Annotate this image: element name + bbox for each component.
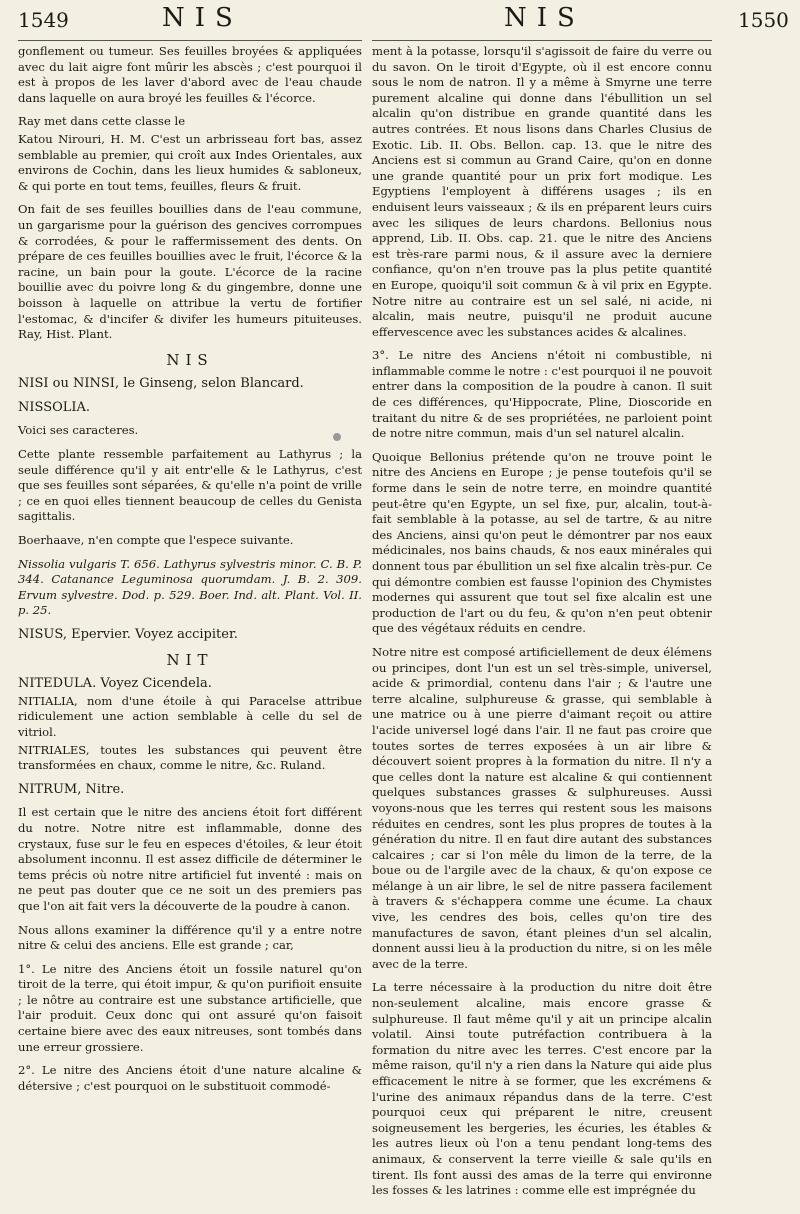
paragraph: Boerhaave, n'en compte que l'espece suivante. bbox=[18, 533, 294, 548]
header-rule-left bbox=[18, 40, 362, 41]
paragraph: Quoique Bellonius prétende qu'on ne trouve point le nitre des Anciens en Europe ; je pense toutefois qu'il se forme dans le sein de notre terre, en moindre quantité peut-être qu'en Egypte, un sel fixe, pur, alcalin, tout-à-fait semblable à la potasse, au sel de tartre, & au nitre des Anciens, ainsi qu'on peut le démontrer par nos eaux médicinales, nos bains chauds, & nos eaux minérales qui donnent tous par ébullition un sel fixe alcalin très-pur. Ce qui démontre combien est fausse l'opinion des Chymistes modernes qui assurent que tout sel fixe alcalin est une production de l'art ou du feu, & qu'on n'en peut obtenir que des végétaux réduits en cendre. bbox=[372, 449, 712, 636]
paragraph: gonflement ou tumeur. Ses feuilles broyées & appliquées avec du lait aigre font mûrir les abscès ; c'est pourquoi il est à propos de les laver d'abord avec de l'eau chaude dans laquelle on aura broyé les feuilles & l'écorce. bbox=[18, 44, 362, 105]
right-column bbox=[372, 44, 712, 1207]
paragraph: Katou Nirouri, H. M. C'est un arbrisseau fort bas, assez semblable au premier, qui croît aux Indes Orientales, aux environs de Cochin, dans les lieux humides & sabloneux, & qui porte en tout tems, feuilles, fleurs & fruit. bbox=[18, 131, 362, 193]
dictionary-entry: NISSOLIA. bbox=[18, 399, 91, 415]
running-head-right: NIS bbox=[504, 3, 585, 33]
page-number-left: 1549 bbox=[18, 8, 69, 32]
paragraph: Notre nitre est composé artificiellement de deux élémens ou principes, dont l'un est un sel très-simple, universel, acide & primordial, contenu dans l'air ; & l'autre une terre alcaline, sulphureuse & grasse, qui semblable à une matrice ou à une pierre d'aimant reçoit ou attire l'acide universel logé dans l'air. Il ne faut pas croire que toutes sortes de terres exposées à un air libre & découvert soient propres à la formation du nitre. Il n'y a que celles dont la nature est alcaline & qui contiennent quelques substances grasses & sulphureuses. Aussi voyons-nous que les terres qui restent sous les maisons réduites en cendres, sont les plus propres de toutes à la génération du nitre. Il en faut dire autant des substances calcaires ; car si l'on mêle du limon de la terre, de la boue ou de l'argile avec de la chaux, & qu'on expose ce mélange à un air libre, le sel de nitre passera facilement à travers & s'échappera comme une écume. La chaux vive, les cendres des bois, celles qu'on tire des manufactures de savon, étant pleines d'un sel alcalin, donnent aussi lieu à la production du nitre, si on les mêle avec de la terre. bbox=[372, 644, 712, 971]
paragraph: Ray met dans cette classe le bbox=[18, 114, 186, 129]
paragraph: Cette plante ressemble parfaitement au Lathyrus ; la seule différence qu'il y ait entr'elle & le Lathyrus, c'est que ses feuilles sont séparées, & qu'elle n'a point de vrille ; ce en quoi elles tiennent beaucoup de celles du Genista sagittalis. bbox=[18, 447, 362, 524]
paragraph: Nissolia vulgaris T. 656. Lathyrus sylvestris minor. C. B. P. 344. Catanance Leguminosa quorumdam. J. B. 2. 309. Ervum sylvestre. Dod. p. 529. Boer. Ind. alt. Plant. Vol. II. p. 25. bbox=[18, 556, 362, 618]
header-rule-right bbox=[372, 40, 712, 41]
page-number-right: 1550 bbox=[738, 8, 789, 32]
paragraph: On fait de ses feuilles bouillies dans de l'eau commune, un gargarisme pour la guérison des gencives corrompues & corrodées, & pour le raffermissement des dents. On prépare de ces feuilles bouillies avec le fruit, l'écorce & la racine, un bain pour la goute. L'écorce de la racine bouillie avec du poivre long & du gingembre, donne une boisson à laquelle on attribue la vertu de fortifier l'estomac, & d'incifer & divifer les humeurs pituiteuses. Ray, Hist. Plant. bbox=[18, 202, 362, 342]
paragraph: ment à la potasse, lorsqu'il s'agissoit de faire du verre ou du savon. On le tiroit d'Egypte, où il est encore connu sous le nom de natron. Il y a même à Smyrne une terre purement alcaline qui donne dans l'ébullition un sel alcalin qu'on distribue en grande quantité dans les autres contrées. Et nous lisons dans Charles Clusius de Exotic. Lib. II. Obs. Bellon. cap. 13. que le nitre des Anciens est si commun au Grand Caire, qu'on en donne une grande quantité pour un prix fort modique. Les Egyptiens l'employent à différens usages ; ils en enduisent leurs vaisseaux ; & ils en préparent leurs cuirs avec les siliques de leurs chardons. Bellonius nous apprend, Lib. II. Obs. cap. 21. que le nitre des Anciens est très-rare parmi nous, & il assure avec la derniere confiance, qu'on n'en trouve pas la plus petite quantité en Europe, quoiqu'il soit commun & à vil prix en Egypte. Notre nitre au contraire est un sel salé, ni acide, ni alcalin, mais neutre, puisqu'il ne produit aucune effervescence avec les substances acides & alcalines. bbox=[372, 44, 712, 339]
dictionary-entry: NITEDULA. Voyez Cicendela. bbox=[18, 676, 212, 692]
paragraph: 1°. Le nitre des Anciens étoit un fossile naturel qu'on tiroit de la terre, qui étoit impur, & qu'on purifioit ensuite ; le nôtre au contraire est une substance artificielle, que l'air produit. Ceux donc qui ont assuré qu'on faisoit certaine biere avec des eaux nitreuses, sont tombés dans une erreur grossiere. bbox=[18, 961, 362, 1054]
paragraph: Il est certain que le nitre des anciens étoit fort différent du notre. Notre nitre est inflammable, donne des crystaux, fuse sur le feu en especes d'étoiles, & leur étoit absolument inconnu. Il est assez difficile de déterminer le tems précis où notre nitre artificiel fut inventé : mais on ne peut pas douter que ce ne soit un des premiers pas que l'on ait fait vers la découverte de la poudre à canon. bbox=[18, 805, 362, 913]
paragraph: Voici ses caracteres. bbox=[18, 423, 139, 438]
section-heading: NIS bbox=[166, 350, 214, 369]
dictionary-entry: NISUS, Epervier. Voyez accipiter. bbox=[18, 627, 238, 642]
paragraph: 2°. Le nitre des Anciens étoit d'une nature alcaline & détersive ; c'est pourquoi on le substituoit commodé- bbox=[18, 1063, 362, 1093]
dictionary-entry: NITRUM, Nitre. bbox=[18, 781, 125, 797]
dictionary-entry: NITIALIA, nom d'une étoile à qui Paracelse attribue ridiculement une action semblable à celle du sel de vitriol. bbox=[18, 693, 362, 739]
left-column bbox=[18, 44, 362, 1102]
running-head-left: NIS bbox=[162, 3, 243, 33]
paragraph: 3°. Le nitre des Anciens n'étoit ni combustible, ni inflammable comme le notre : c'est pourquoi il ne pouvoit entrer dans la composition de la poudre à canon. Il suit de ces différences, qu'Hippocrate, Pline, Dioscoride en traitant du nitre & de ses propriétées, ne parloient point de notre nitre commun, mais d'un sel naturel alcalin. bbox=[372, 348, 712, 441]
paragraph: La terre nécessaire à la production du nitre doit être non-seulement alcaline, mais encore grasse & sulphureuse. Il faut même qu'il y ait un principe alcalin volatil. Ainsi toute putréfaction contribuera à la formation du nitre avec les terres. C'est encore par la même raison, qu'il n'y a rien dans la Nature qui aide plus efficacement le nitre à se former, que les excrémens & l'urine des animaux répandus dans de la terre. C'est pourquoi ceux qui préparent le nitre, creusent soigneusement les bergeries, les écuries, les étables & les autres lieux où l'on a tenu pendant long-tems des animaux, & conservent la terre vieille & sale qu'ils en tirent. Ils font aussi des amas de la terre qui environne les fosses & les latrines : comme elle est imprégnée du bbox=[372, 980, 712, 1198]
dictionary-entry: NITRIALES, toutes les substances qui peuvent être transformées en chaux, comme le nitre, &c. Ruland. bbox=[18, 742, 362, 773]
dictionary-entry: NISI ou NINSI, le Ginseng, selon Blancard. bbox=[18, 376, 304, 392]
section-heading: NIT bbox=[166, 650, 214, 669]
paragraph: Nous allons examiner la différence qu'il y a entre notre nitre & celui des anciens. Elle est grande ; car, bbox=[18, 922, 362, 953]
